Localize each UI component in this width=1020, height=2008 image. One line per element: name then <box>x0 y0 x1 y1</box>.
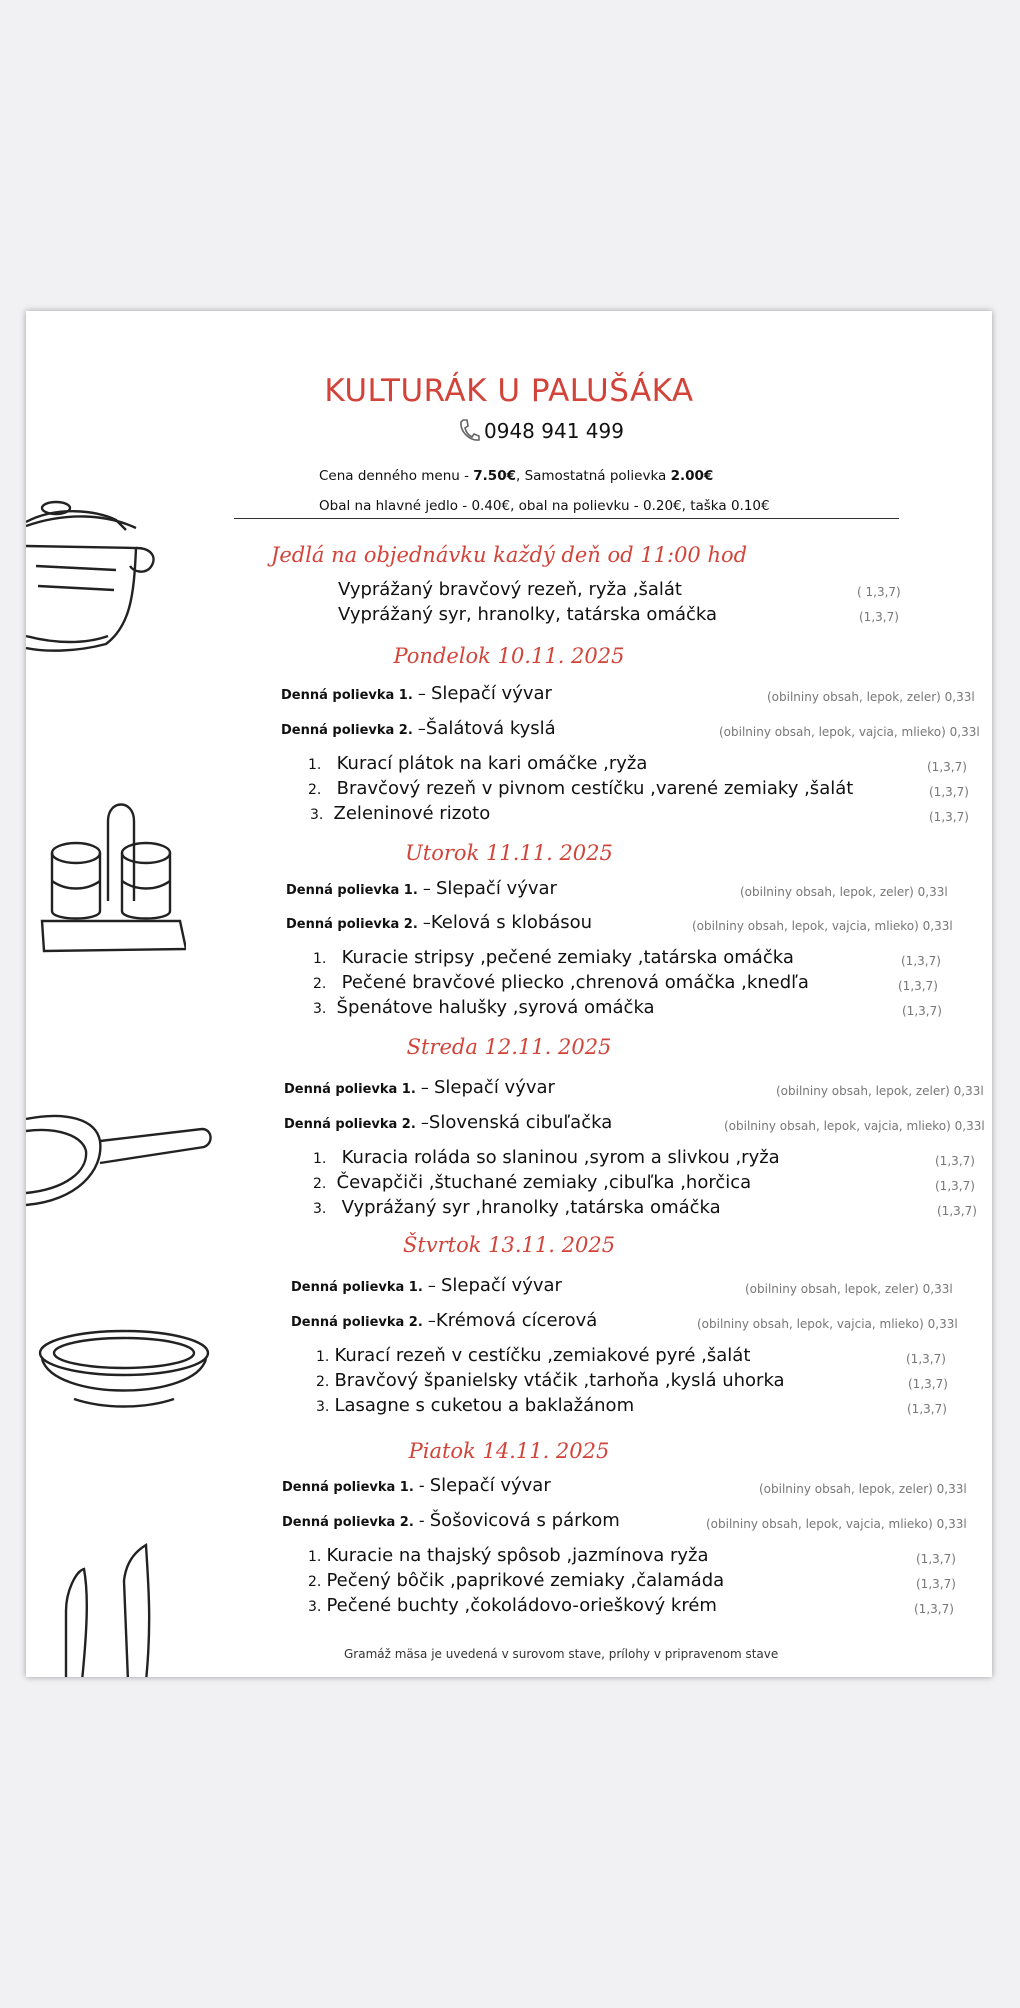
frying-pan-drawing <box>26 1101 216 1221</box>
soup-allergens: (obilniny obsah, lepok, vajcia, mlieko) 0,33l <box>692 919 953 933</box>
bowl-drawing <box>34 1321 214 1421</box>
soup-row: Denná polievka 2. –Kelová s klobásou <box>286 912 593 933</box>
meal-row: 1. Kuracie stripsy ,pečené zemiaky ,tatárska omáčka <box>313 947 794 968</box>
knives-drawing <box>36 1541 166 1677</box>
menu-price-line: Cena denného menu - 7.50€, Samostatná polievka 2.00€ <box>319 468 714 484</box>
meal-allergens: (1,3,7) <box>927 760 967 774</box>
day-heading: Piatok 14.11. 2025 <box>408 1439 610 1463</box>
meal-row: 2. Bravčový španielsky vtáčik ,tarhoňa ,kyslá uhorka <box>316 1370 785 1391</box>
soup-allergens: (obilniny obsah, lepok, vajcia, mlieko) 0,33l <box>697 1317 958 1331</box>
meal-row: 3. Vyprážaný syr ,hranolky ,tatárska omáčka <box>313 1197 721 1218</box>
meal-row: 2. Čevapčiči ,štuchané zemiaky ,cibuľka ,horčica <box>313 1172 752 1193</box>
meal-allergens: (1,3,7) <box>908 1377 948 1391</box>
soup-row: Denná polievka 1. – Slepačí vývar <box>284 1077 555 1098</box>
soup-row: Denná polievka 2. –Šalátová kyslá <box>281 718 556 739</box>
meal-allergens: (1,3,7) <box>907 1402 947 1416</box>
meal-allergens: (1,3,7) <box>914 1602 954 1616</box>
soup-row: Denná polievka 1. – Slepačí vývar <box>286 878 557 899</box>
day-heading: Utorok 11.11. 2025 <box>405 841 613 865</box>
meal-allergens: (1,3,7) <box>929 785 969 799</box>
meal-row: 3. Špenátove halušky ,syrová omáčka <box>313 997 655 1018</box>
meal-row: 2. Pečený bôčik ,paprikové zemiaky ,čalamáda <box>308 1570 725 1591</box>
soup-row: Denná polievka 2. - Šošovicová s párkom <box>282 1510 620 1531</box>
meal-allergens: (1,3,7) <box>902 1004 942 1018</box>
meal-row: 3. Zeleninové rizoto <box>310 803 491 824</box>
meal-allergens: (1,3,7) <box>901 954 941 968</box>
soup-allergens: (obilniny obsah, lepok, zeler) 0,33l <box>745 1282 953 1296</box>
soup-allergens: (obilniny obsah, lepok, zeler) 0,33l <box>740 885 948 899</box>
meal-allergens: (1,3,7) <box>898 979 938 993</box>
meal-allergens: (1,3,7) <box>916 1552 956 1566</box>
order-heading: Jedlá na objednávku každý deň od 11:00 hod <box>270 543 748 567</box>
soup-price: 2.00€ <box>670 468 714 484</box>
salt-pepper-shaker-drawing <box>36 781 186 981</box>
order-item: Vyprážaný syr, hranolky, tatárska omáčka <box>338 604 718 625</box>
restaurant-name: KULTURÁK U PALUŠÁKA <box>324 373 694 409</box>
meal-row: 1. Kuracia roláda so slaninou ,syrom a slivkou ,ryža <box>313 1147 780 1168</box>
soup-allergens: (obilniny obsah, lepok, zeler) 0,33l <box>767 690 975 704</box>
meal-row: 2. Pečené bravčové pliecko ,chrenová omáčka ,knedľa <box>313 972 809 993</box>
soup-row: Denná polievka 2. –Slovenská cibuľačka <box>284 1112 613 1133</box>
meal-row: 3. Lasagne s cuketou a baklažánom <box>316 1395 635 1416</box>
meal-row: 1. Kuracie na thajský spôsob ,jazmínova ryža <box>308 1545 709 1566</box>
soup-row: Denná polievka 1. – Slepačí vývar <box>281 683 552 704</box>
header-divider <box>234 518 899 519</box>
meal-allergens: (1,3,7) <box>929 810 969 824</box>
meal-row: 1. Kurací plátok na kari omáčke ,ryža <box>308 753 648 774</box>
order-item-allergens: ( 1,3,7) <box>857 585 901 599</box>
meal-allergens: (1,3,7) <box>935 1179 975 1193</box>
packaging-line: Obal na hlavné jedlo - 0.40€, obal na polievku - 0.20€, taška 0.10€ <box>319 498 770 514</box>
soup-allergens: (obilniny obsah, lepok, vajcia, mlieko) 0,33l <box>724 1119 985 1133</box>
soup-allergens: (obilniny obsah, lepok, vajcia, mlieko) 0,33l <box>706 1517 967 1531</box>
day-heading: Streda 12.11. 2025 <box>406 1035 612 1059</box>
soup-row: Denná polievka 1. – Slepačí vývar <box>291 1275 562 1296</box>
day-heading: Štvrtok 13.11. 2025 <box>402 1233 616 1257</box>
meal-row: 1. Kurací rezeň v cestíčku ,zemiakové pyré ,šalát <box>316 1345 751 1366</box>
phone-icon <box>458 418 480 442</box>
meal-allergens: (1,3,7) <box>937 1204 977 1218</box>
footer-note: Gramáž mäsa je uvedená v surovom stave, prílohy v pripravenom stave <box>344 1647 779 1661</box>
meal-allergens: (1,3,7) <box>935 1154 975 1168</box>
soup-allergens: (obilniny obsah, lepok, zeler) 0,33l <box>759 1482 967 1496</box>
meal-allergens: (1,3,7) <box>916 1577 956 1591</box>
order-item-allergens: (1,3,7) <box>859 610 899 624</box>
meal-allergens: (1,3,7) <box>906 1352 946 1366</box>
meal-row: 3. Pečené buchty ,čokoládovo-orieškový krém <box>308 1595 717 1616</box>
soup-allergens: (obilniny obsah, lepok, zeler) 0,33l <box>776 1084 984 1098</box>
soup-row: Denná polievka 1. - Slepačí vývar <box>282 1475 551 1496</box>
day-heading: Pondelok 10.11. 2025 <box>393 644 625 668</box>
meal-row: 2. Bravčový rezeň v pivnom cestíčku ,varené zemiaky ,šalát <box>308 778 854 799</box>
soup-allergens: (obilniny obsah, lepok, vajcia, mlieko) 0,33l <box>719 725 980 739</box>
phone-line <box>458 418 624 443</box>
menu-price: 7.50€ <box>473 468 516 484</box>
order-item: Vyprážaný bravčový rezeň, ryža ,šalát <box>338 579 682 600</box>
soup-row: Denná polievka 2. –Krémová cícerová <box>291 1310 598 1331</box>
phone-number[interactable]: 0948 941 499 <box>484 419 624 443</box>
menu-sheet <box>26 311 992 1677</box>
